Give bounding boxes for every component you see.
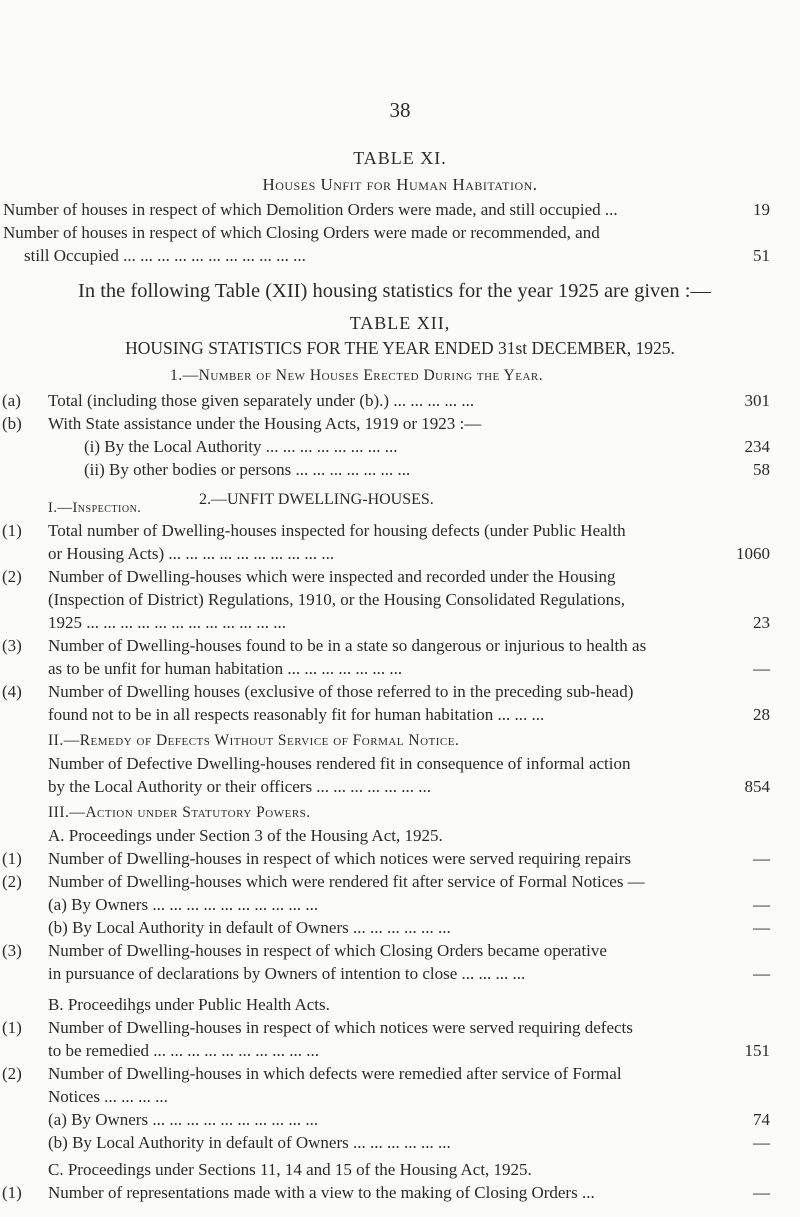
page-number: 38 bbox=[389, 98, 411, 122]
intro-sentence: In the following Table (XII) housing statistics for the year 1925 are given :— bbox=[78, 280, 711, 302]
table-12-title: TABLE XII, bbox=[349, 313, 451, 333]
table-12-subtitle: HOUSING STATISTICS FOR THE YEAR ENDED 31st DECEMBER, 1925. bbox=[125, 338, 675, 358]
table-11-subtitle: Houses Unfit for Human Habitation. bbox=[262, 175, 538, 194]
document-page: 38 TABLE XI. Houses Unfit for Human Habitation. Number of houses in respect of which Demolition Orders were made, and still occupied ... 19 Number of houses in respect of which Closing Orders were made or recommended, and still Occupied ... ... ... ... ... ... ... ... ... ... ... 51 In the following Table (XII) housing statistics for the year 1925 are given :— TABLE XII, HOUSING STATISTICS FOR THE YEAR ENDED 31st DECEMBER, 1925. 1.—Number of New Houses Erected During the Year. (a) Total (including those given separately under (b).) ... ... ... ... ... 301 (b) With State assistance under the Housing Acts, 1919 or 1923 :— (i) By the Local Authority ... ... ... ... ... ... ... ... 234 (ii) By other bodies or persons ... ... ... ... ... ... ... 58 I.—Inspection. 2.—UNFIT DWELLING-HOUSES. (1) Total number of Dwelling-houses inspected for housing defects (under Public Health or Housing Acts) ... ... ... ... ... ... ... ... ... ... 1060 (2) Number of Dwelling-houses which were inspected and recorded under the Housing (Inspection of District) Regulations, 1910, or the Housing Consolidated Regulations, 1925 ... ... ... ... ... ... ... ... ... ... ... ... 23 (3) Number of Dwelling-houses found to be in a state so dangerous or injurious to health as as to be unfit for human habitation ... ... ... ... ... ... ... — (4) Number of Dwelling houses (exclusive of those referred to in the preceding sub-head) found not to be in all respects reasonably fit for human habitation ... ... ... 28 II.—Remedy of Defects Without Service of Formal Notice. Number of Defective Dwelling-houses rendered fit in consequence of informal action by the Local Authority or their officers ... ... ... ... ... ... ... 854 III.—Action under Statutory Powers. A. Proceedings under Section 3 of the Housing Act, 1925. (1) Number of Dwelling-houses in respect of which notices were served requiring repairs — (2) Number of Dwelling-houses which were rendered fit after service of Formal Notices — (a) By Owners ... ... ... ... ... ... ... ... ... ... — (b) By Local Authority in default of Owners ... ... ... ... ... ... — (3) Number of Dwelling-houses in respect of which Closing Orders became operative in pursuance of declarations by Owners of intention to close ... ... ... ... — B. Proceedihgs under Public Health Acts. (1) Number of Dwelling-houses in respect of which notices were served requiring defects to be remedied ... ... ... ... ... ... ... ... ... ... 151 (2) Number of Dwelling-houses in which defects were remedied after service of Formal Notices ... ... ... ... (a) By Owners ... ... ... ... ... ... ... ... ... ... 74 (b) By Local Authority in default of Owners ... ... ... ... ... ... — C. Proceedings under Sections 11, 14 and 15 of the Housing Act, 1925. (1) Number of representations made with a view to the making of Closing Orders ... — bbox=[0, 0, 800, 1217]
table-11-title: TABLE XI. bbox=[353, 148, 447, 168]
